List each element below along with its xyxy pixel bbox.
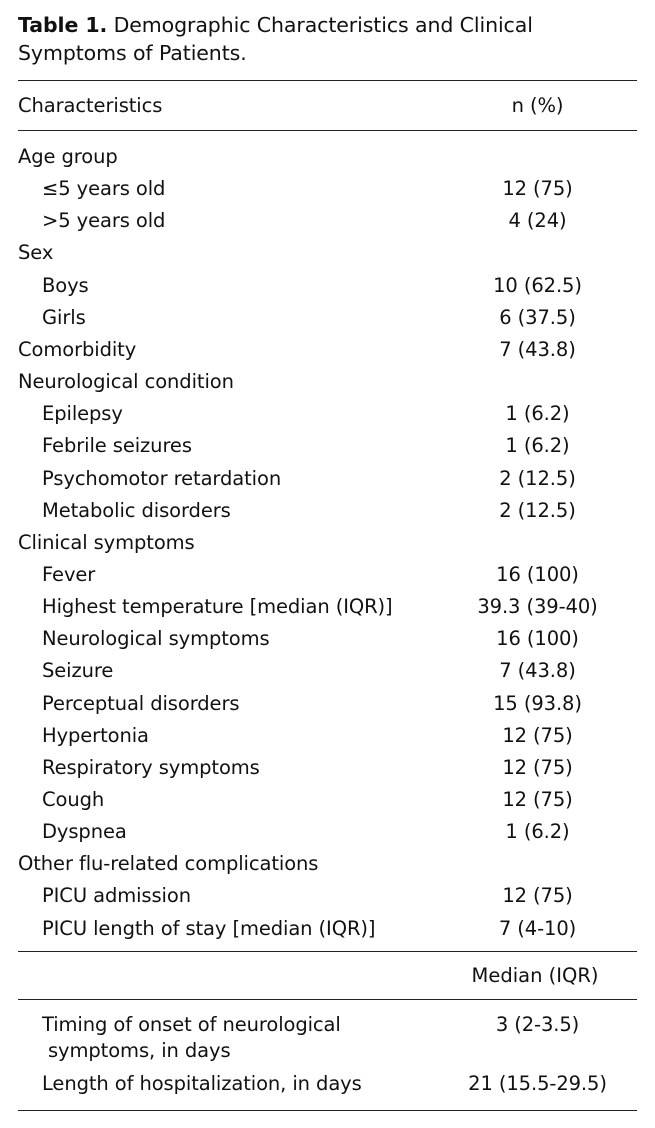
- table-row: [18, 816, 637, 848]
- header-row: [18, 90, 637, 122]
- table-row: [18, 1012, 637, 1068]
- row-label: Age group: [18, 145, 118, 168]
- row-value: 7 (43.8): [499, 659, 576, 683]
- top-rule: [18, 80, 637, 81]
- table-row: [18, 720, 637, 752]
- row-label: Fever: [42, 562, 96, 586]
- row-label: Other flu-related complications: [18, 852, 319, 876]
- table-row: [18, 270, 637, 302]
- table-row: [18, 880, 637, 912]
- table-row: [18, 688, 637, 720]
- row-label: Perceptual disorders: [42, 691, 240, 715]
- row-label: Clinical symptoms: [18, 530, 195, 554]
- row-value: 12 (75): [502, 788, 573, 811]
- row-label: Boys: [42, 273, 89, 297]
- row-label: PICU length of stay [median (IQR)]: [42, 916, 376, 940]
- row-value: 1 (6.2): [505, 434, 570, 458]
- row-value: 1 (6.2): [505, 402, 570, 426]
- table-row: [18, 559, 637, 591]
- row-value: 4 (24): [508, 209, 567, 233]
- row-label: Epilepsy: [42, 402, 123, 426]
- row-value: 2 (12.5): [499, 498, 576, 522]
- row-value: 12 (75): [502, 884, 573, 908]
- row-label: Neurological condition: [18, 370, 234, 394]
- row-value: 16 (100): [496, 627, 579, 651]
- section-rule: [18, 951, 637, 952]
- header-rule: [18, 130, 637, 131]
- table-row: [18, 205, 637, 237]
- table-title: Demographic Characteristics and Clinical Symptoms of Patients.: [18, 13, 533, 65]
- table-row: [18, 784, 637, 816]
- table-row: [18, 398, 637, 430]
- row-label: PICU admission: [42, 884, 191, 908]
- table-row: [18, 463, 637, 495]
- row-label: Febrile seizures: [42, 434, 192, 458]
- table-row: [18, 302, 637, 334]
- table-row: [18, 366, 637, 398]
- row-label: >5 years old: [42, 209, 166, 233]
- table-row: [18, 237, 637, 269]
- row-value: 3 (2-3.5): [495, 1013, 580, 1036]
- table-row: [18, 173, 637, 205]
- row-value: 12 (75): [502, 723, 573, 747]
- row-value: 12 (75): [502, 177, 573, 201]
- table-row: [18, 655, 637, 687]
- header-n-percent: n (%): [511, 94, 564, 117]
- row-value: 39.3 (39-40): [477, 595, 598, 619]
- row-label: Seizure: [42, 659, 114, 683]
- table-row: [18, 1071, 637, 1101]
- row-label: ≤5 years old: [42, 177, 166, 201]
- table-row: [18, 623, 637, 655]
- row-value: 7 (43.8): [499, 337, 576, 361]
- row-value: 7 (4-10): [498, 916, 577, 940]
- row-value: 2 (12.5): [499, 466, 576, 490]
- bottom-rule: [18, 1110, 637, 1111]
- row-label: Length of hospitalization, in days: [42, 1072, 362, 1095]
- row-value: 10 (62.5): [493, 273, 582, 297]
- table-caption: [18, 11, 638, 67]
- row-label: Metabolic disorders: [42, 498, 231, 522]
- row-value: 15 (93.8): [493, 691, 582, 715]
- header-characteristics: Characteristics: [18, 94, 163, 117]
- table-row: [18, 591, 637, 623]
- table-row: [18, 752, 637, 784]
- row-label: [42, 1012, 402, 1064]
- row-label: Sex: [18, 241, 54, 265]
- row-value: 12 (75): [502, 755, 573, 779]
- row-label: Neurological symptoms: [42, 627, 270, 651]
- row-label: Girls: [42, 305, 86, 329]
- row-value: 16 (100): [496, 562, 579, 586]
- header-median-iqr: Median (IQR): [471, 964, 599, 987]
- table-row: [18, 430, 637, 462]
- median-header-rule: [18, 999, 637, 1000]
- row-label: Respiratory symptoms: [42, 755, 260, 779]
- row-value: 1 (6.2): [505, 820, 570, 844]
- table-row: [18, 527, 637, 559]
- row-label: Cough: [42, 788, 105, 811]
- row-label: Highest temperature [median (IQR)]: [42, 595, 393, 619]
- row-label: Comorbidity: [18, 337, 137, 361]
- table-row: [18, 141, 637, 173]
- table-row: [18, 913, 637, 945]
- table-row: [18, 848, 637, 880]
- row-label: Psychomotor retardation: [42, 466, 282, 490]
- row-label: Hypertonia: [42, 723, 149, 747]
- table-row: [18, 334, 637, 366]
- row-label: Dyspnea: [42, 820, 127, 844]
- row-label-text: Timing of onset of neurological symptoms, in days: [42, 1013, 341, 1062]
- row-value: 21 (15.5-29.5): [468, 1072, 607, 1095]
- table-label: Table 1.: [18, 13, 108, 37]
- table-row: [18, 495, 637, 527]
- row-value: 6 (37.5): [499, 305, 576, 329]
